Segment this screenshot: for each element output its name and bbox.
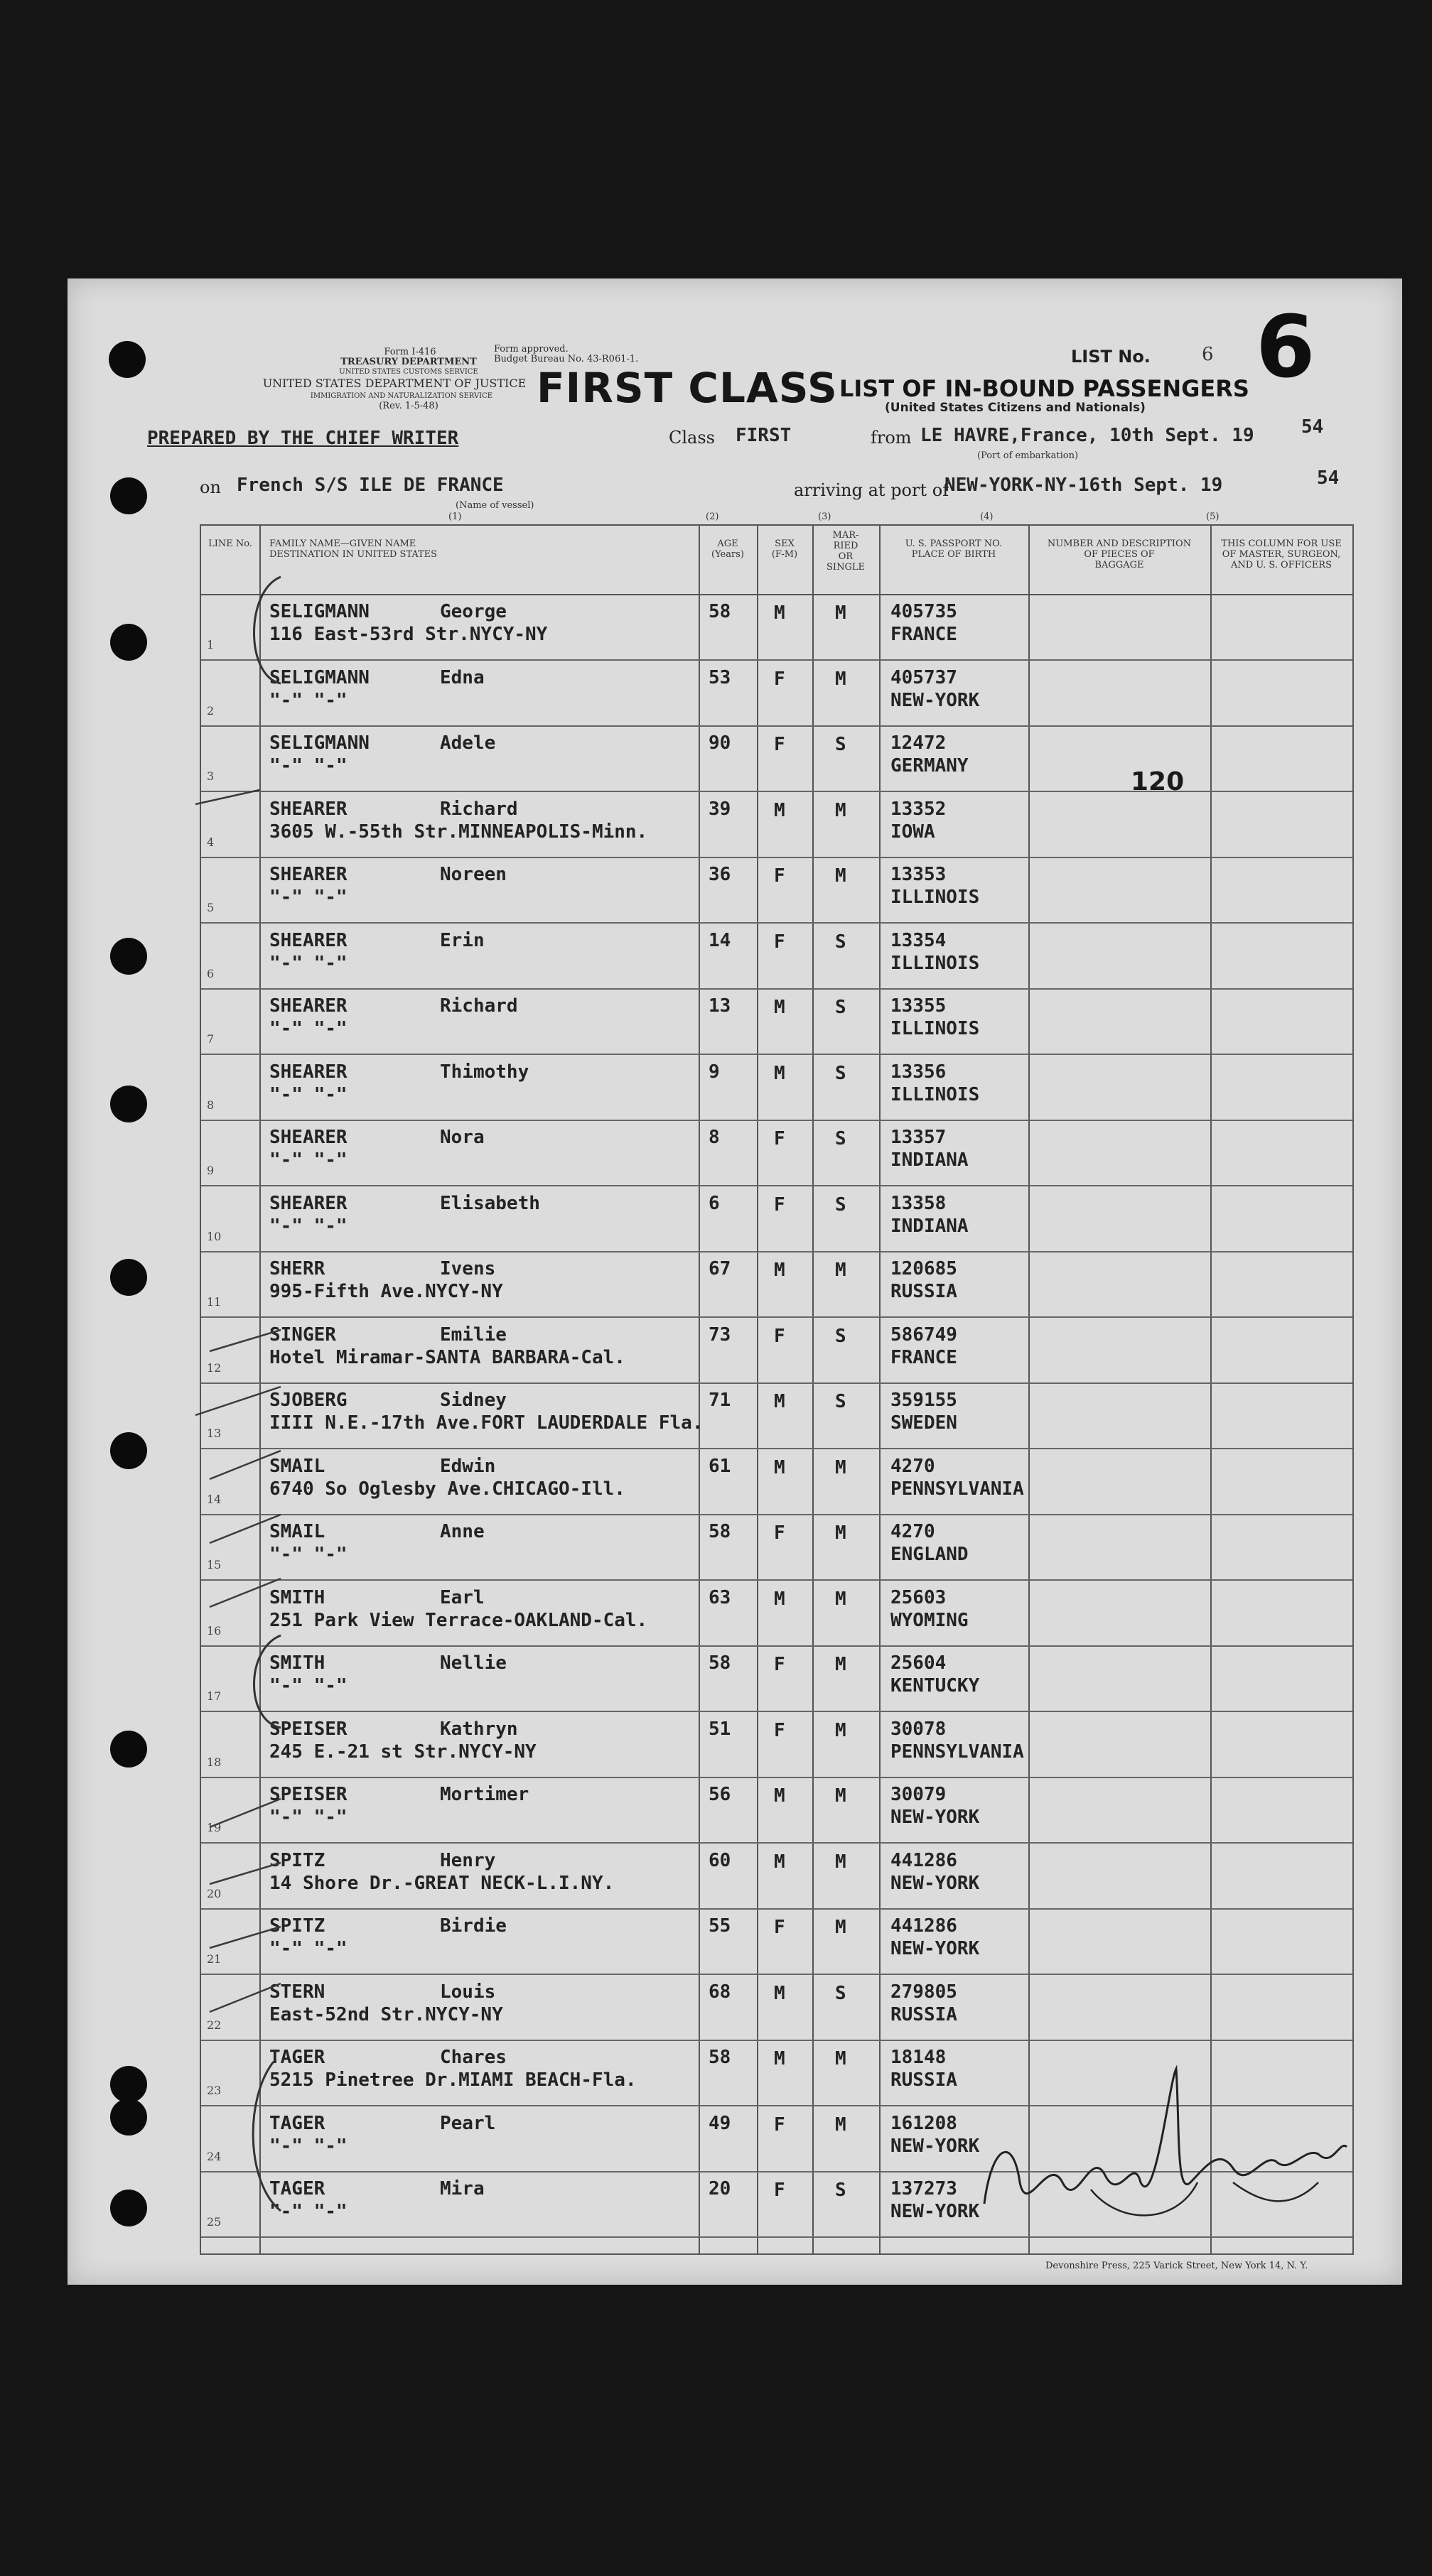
given-name: Ivens	[440, 1258, 496, 1279]
given-name: Birdie	[440, 1915, 507, 1937]
given-name: Richard	[440, 798, 518, 820]
passport-no: 13357	[890, 1127, 947, 1148]
from-label: from	[871, 428, 912, 448]
passport-no: 13354	[890, 929, 947, 951]
line-number: 13	[207, 1427, 222, 1440]
age: 60	[709, 1849, 731, 1871]
place-of-birth: INDIANA	[890, 1149, 969, 1171]
marital-status: M	[835, 1851, 846, 1873]
place-of-birth: NEW-YORK	[890, 1872, 980, 1894]
place-of-birth: ILLINOIS	[890, 952, 980, 974]
place-of-birth: PENNSYLVANIA	[890, 1478, 1024, 1500]
passport-no: 12472	[890, 732, 947, 754]
marital-status: M	[835, 1522, 846, 1544]
age: 73	[709, 1324, 731, 1346]
place-of-birth: NEW-YORK	[890, 2135, 980, 2157]
sex: F	[774, 734, 785, 755]
family-name: SPEISER	[269, 1784, 348, 1805]
sex: M	[774, 1391, 785, 1412]
sex: M	[774, 1456, 785, 1478]
line-number: 4	[207, 835, 215, 849]
passport-no: 405735	[890, 601, 957, 622]
passport-no: 441286	[890, 1849, 957, 1871]
marital-status: M	[835, 799, 846, 821]
age: 36	[709, 864, 731, 885]
list-subtitle: (United States Citizens and Nationals)	[885, 401, 1146, 415]
age: 39	[709, 798, 731, 820]
place-of-birth: NEW-YORK	[890, 1938, 980, 1959]
line-number: 10	[207, 1229, 222, 1243]
family-name: STERN	[269, 1981, 325, 2003]
given-name: Kathryn	[440, 1718, 518, 1740]
arrival-value: NEW-YORK-NY-16th Sept. 19	[944, 475, 1223, 496]
vessel-name: French S/S ILE DE FRANCE	[237, 475, 504, 496]
given-name: George	[440, 601, 507, 622]
marital-status: S	[835, 1982, 846, 2004]
marital-status: M	[835, 1719, 846, 1741]
marital-status: S	[835, 1128, 846, 1149]
place-of-birth: INDIANA	[890, 1215, 969, 1237]
class-label: Class	[669, 428, 715, 448]
destination: IIII N.E.-17th Ave.FORT LAUDERDALE Fla.	[269, 1412, 704, 1434]
passport-no: 161208	[890, 2112, 957, 2134]
col-num-3: (3)	[818, 512, 831, 522]
destination: "-" "-"	[269, 689, 348, 711]
col-married: MAR- RIED OR SINGLE	[827, 530, 865, 573]
sex: F	[774, 1654, 785, 1675]
col-num-5: (5)	[1206, 512, 1220, 522]
family-name: SHEARER	[269, 995, 348, 1017]
destination: "-" "-"	[269, 1938, 348, 1959]
age: 14	[709, 929, 731, 951]
page-number: 6	[1256, 298, 1315, 397]
destination: "-" "-"	[269, 1149, 348, 1171]
passport-no: 25604	[890, 1652, 947, 1674]
dept-treasury: TREASURY DEPARTMENT	[340, 357, 477, 367]
col-age: AGE (Years)	[711, 539, 744, 560]
col-num-2: (2)	[706, 512, 719, 522]
marital-status: S	[835, 734, 846, 755]
destination: "-" "-"	[269, 1215, 348, 1237]
line-number: 11	[207, 1295, 222, 1309]
passport-no: 120685	[890, 1258, 957, 1279]
destination: "-" "-"	[269, 755, 348, 776]
given-name: Mortimer	[440, 1784, 529, 1805]
marital-status: M	[835, 668, 846, 690]
destination: 251 Park View Terrace-OAKLAND-Cal.	[269, 1609, 648, 1631]
sex: F	[774, 1522, 785, 1544]
age: 71	[709, 1390, 731, 1411]
line-number: 18	[207, 1755, 222, 1769]
passport-no: 279805	[890, 1981, 957, 2003]
place-of-birth: RUSSIA	[890, 1281, 957, 1302]
from-year: 54	[1301, 416, 1324, 438]
passport-no: 13356	[890, 1061, 947, 1083]
marital-status: M	[835, 2114, 846, 2136]
officer-note: 120	[1131, 767, 1185, 796]
family-name: SELIGMANN	[269, 601, 370, 622]
sex: F	[774, 931, 785, 953]
family-name: SHEARER	[269, 1061, 348, 1083]
family-name: SHEARER	[269, 1192, 348, 1214]
line-number: 8	[207, 1098, 215, 1112]
line-number: 16	[207, 1623, 222, 1638]
col-passport: U. S. PASSPORT NO. PLACE OF BIRTH	[905, 539, 1003, 560]
passport-no: 13355	[890, 995, 947, 1017]
dept-justice-sub: IMMIGRATION AND NATURALIZATION SERVICE	[310, 392, 493, 400]
given-name: Louis	[440, 1981, 496, 2003]
destination: "-" "-"	[269, 952, 348, 974]
sex: F	[774, 1719, 785, 1741]
line-number: 19	[207, 1821, 222, 1834]
age: 55	[709, 1915, 731, 1937]
line-number: 23	[207, 2084, 222, 2097]
col-officers: THIS COLUMN FOR USE OF MASTER, SURGEON, AND U. S. OFFICERS	[1221, 539, 1342, 570]
dept-treasury-sub: UNITED STATES CUSTOMS SERVICE	[339, 368, 478, 376]
destination: 14 Shore Dr.-GREAT NECK-L.I.NY.	[269, 1872, 615, 1894]
place-of-birth: WYOMING	[890, 1609, 969, 1631]
passport-no: 405737	[890, 666, 957, 688]
place-of-birth: SWEDEN	[890, 1412, 957, 1434]
destination: East-52nd Str.NYCY-NY	[269, 2003, 503, 2025]
age: 9	[709, 1061, 720, 1083]
sex: F	[774, 1128, 785, 1149]
marital-status: M	[835, 1785, 846, 1807]
col-num-1: (1)	[448, 512, 462, 522]
line-number: 7	[207, 1032, 215, 1046]
destination: 3605 W.-55th Str.MINNEAPOLIS-Minn.	[269, 821, 648, 843]
place-of-birth: PENNSYLVANIA	[890, 1741, 1024, 1763]
form-approved: Form approved.	[494, 344, 569, 355]
given-name: Noreen	[440, 864, 507, 885]
sex: M	[774, 1062, 785, 1084]
place-of-birth: NEW-YORK	[890, 2201, 980, 2222]
sex: M	[774, 799, 785, 821]
destination: "-" "-"	[269, 1083, 348, 1105]
passport-no: 586749	[890, 1324, 957, 1346]
line-number: 25	[207, 2215, 222, 2229]
family-name: SHERR	[269, 1258, 325, 1279]
destination: Hotel Miramar-SANTA BARBARA-Cal.	[269, 1346, 625, 1368]
passport-no: 13353	[890, 864, 947, 885]
line-number: 6	[207, 966, 215, 980]
age: 68	[709, 1981, 731, 2003]
family-name: SMITH	[269, 1652, 325, 1674]
age: 49	[709, 2112, 731, 2134]
col-sex: SEX (F-M)	[771, 539, 798, 560]
age: 67	[709, 1258, 731, 1279]
line-number: 9	[207, 1164, 215, 1177]
destination: 6740 So Oglesby Ave.CHICAGO-Ill.	[269, 1478, 625, 1500]
family-name: SHEARER	[269, 929, 348, 951]
given-name: Chares	[440, 2047, 507, 2068]
given-name: Edna	[440, 666, 485, 688]
marital-status: M	[835, 1260, 846, 1281]
family-name: SMAIL	[269, 1455, 325, 1477]
marital-status: S	[835, 1391, 846, 1412]
age: 58	[709, 601, 731, 622]
place-of-birth: ENGLAND	[890, 1544, 969, 1565]
family-name: SMITH	[269, 1586, 325, 1608]
line-number: 20	[207, 1886, 222, 1900]
place-of-birth: FRANCE	[890, 624, 957, 645]
passport-no: 18148	[890, 2047, 947, 2068]
place-of-birth: RUSSIA	[890, 2069, 957, 2091]
given-name: Adele	[440, 732, 496, 754]
age: 13	[709, 995, 731, 1017]
sex: F	[774, 1917, 785, 1938]
family-name: SHEARER	[269, 864, 348, 885]
destination: "-" "-"	[269, 2201, 348, 2222]
line-number: 5	[207, 901, 215, 914]
sex: M	[774, 1982, 785, 2004]
age: 90	[709, 732, 731, 754]
family-name: TAGER	[269, 2178, 325, 2199]
sex: M	[774, 2048, 785, 2069]
destination: "-" "-"	[269, 1675, 348, 1696]
place-of-birth: ILLINOIS	[890, 887, 980, 908]
marital-status: S	[835, 1062, 846, 1084]
inspector-signature	[963, 2040, 1361, 2239]
line-number: 24	[207, 2149, 222, 2163]
marital-status: M	[835, 1588, 846, 1610]
passport-no: 30079	[890, 1784, 947, 1805]
family-name: SHEARER	[269, 798, 348, 820]
age: 53	[709, 666, 731, 688]
given-name: Earl	[440, 1586, 485, 1608]
manifest-page	[68, 278, 1402, 2285]
line-number: 2	[207, 703, 215, 718]
passport-no: 359155	[890, 1390, 957, 1411]
col-num-4: (4)	[980, 512, 994, 522]
age: 51	[709, 1718, 731, 1740]
family-name: SELIGMANN	[269, 732, 370, 754]
given-name: Henry	[440, 1849, 496, 1871]
line-number: 22	[207, 2018, 222, 2032]
passport-no: 441286	[890, 1915, 957, 1937]
passport-no: 30078	[890, 1718, 947, 1740]
sex: F	[774, 1194, 785, 1216]
line-number: 3	[207, 769, 215, 783]
list-no-value: 6	[1202, 344, 1214, 365]
family-name: SINGER	[269, 1324, 336, 1346]
line-number: 17	[207, 1689, 222, 1703]
marital-status: S	[835, 931, 846, 953]
family-name: SJOBERG	[269, 1390, 348, 1411]
passport-no: 25603	[890, 1586, 947, 1608]
destination: "-" "-"	[269, 2135, 348, 2157]
passport-no: 13358	[890, 1192, 947, 1214]
family-name: SMAIL	[269, 1521, 325, 1542]
given-name: Anne	[440, 1521, 485, 1542]
sex: F	[774, 2180, 785, 2201]
vessel-caption: (Name of vessel)	[456, 500, 534, 511]
from-value: LE HAVRE,France, 10th Sept. 19	[920, 425, 1254, 446]
place-of-birth: KENTUCKY	[890, 1675, 980, 1696]
age: 58	[709, 2047, 731, 2068]
place-of-birth: NEW-YORK	[890, 689, 980, 711]
passport-no: 4270	[890, 1455, 935, 1477]
place-of-birth: RUSSIA	[890, 2003, 957, 2025]
age: 58	[709, 1652, 731, 1674]
sex: M	[774, 997, 785, 1018]
age: 63	[709, 1586, 731, 1608]
marital-status: M	[835, 2048, 846, 2069]
sex: F	[774, 1325, 785, 1347]
age: 6	[709, 1192, 720, 1214]
sex: F	[774, 2114, 785, 2136]
destination: "-" "-"	[269, 1544, 348, 1565]
place-of-birth: GERMANY	[890, 755, 969, 776]
family-name: SPITZ	[269, 1915, 325, 1937]
destination: 5215 Pinetree Dr.MIAMI BEACH-Fla.	[269, 2069, 637, 2091]
given-name: Pearl	[440, 2112, 496, 2134]
family-name: TAGER	[269, 2112, 325, 2134]
sex: M	[774, 1260, 785, 1281]
family-name: SPITZ	[269, 1849, 325, 1871]
given-name: Erin	[440, 929, 485, 951]
place-of-birth: IOWA	[890, 821, 935, 843]
line-number: 1	[207, 638, 215, 651]
given-name: Emilie	[440, 1324, 507, 1346]
given-name: Thimothy	[440, 1061, 529, 1083]
prepared-by: PREPARED BY THE CHIEF WRITER	[147, 428, 459, 449]
destination: 995-Fifth Ave.NYCY-NY	[269, 1281, 503, 1302]
destination: 245 E.-21 st Str.NYCY-NY	[269, 1741, 537, 1763]
sex: M	[774, 602, 785, 624]
family-name: SPEISER	[269, 1718, 348, 1740]
marital-status: M	[835, 1654, 846, 1675]
given-name: Edwin	[440, 1455, 496, 1477]
passport-no: 4270	[890, 1521, 935, 1542]
dept-justice: UNITED STATES DEPARTMENT OF JUSTICE	[262, 377, 527, 390]
marital-status: M	[835, 602, 846, 624]
place-of-birth: NEW-YORK	[890, 1807, 980, 1828]
sex: M	[774, 1851, 785, 1873]
marital-status: M	[835, 865, 846, 887]
given-name: Sidney	[440, 1390, 507, 1411]
col-line-no: LINE No.	[208, 539, 252, 549]
destination: 116 East-53rd Str.NYCY-NY	[269, 624, 548, 645]
line-number: 12	[207, 1360, 222, 1375]
sex: M	[774, 1785, 785, 1807]
line-number: 14	[207, 1492, 222, 1506]
family-name: TAGER	[269, 2047, 325, 2068]
form-number: Form I-416	[384, 347, 436, 357]
annotation-marks	[68, 278, 1402, 2285]
passport-no: 13352	[890, 798, 947, 820]
place-of-birth: ILLINOIS	[890, 1018, 980, 1039]
given-name: Richard	[440, 995, 518, 1017]
destination: "-" "-"	[269, 887, 348, 908]
given-name: Nora	[440, 1127, 485, 1148]
marital-status: S	[835, 1325, 846, 1347]
age: 8	[709, 1127, 720, 1148]
destination: "-" "-"	[269, 1018, 348, 1039]
col-name: FAMILY NAME—GIVEN NAME DESTINATION IN UNITED STATES	[269, 539, 438, 560]
marital-status: M	[835, 1917, 846, 1938]
given-name: Elisabeth	[440, 1192, 540, 1214]
marital-status: S	[835, 997, 846, 1018]
age: 56	[709, 1784, 731, 1805]
family-name: SHEARER	[269, 1127, 348, 1148]
sex: M	[774, 1588, 785, 1610]
arriving-label: arriving at port of	[794, 480, 949, 500]
age: 20	[709, 2178, 731, 2199]
marital-status: S	[835, 2180, 846, 2201]
first-class-title: FIRST CLASS	[537, 364, 838, 412]
age: 58	[709, 1521, 731, 1542]
line-number: 15	[207, 1558, 222, 1571]
destination: "-" "-"	[269, 1807, 348, 1828]
line-number: 21	[207, 1952, 222, 1966]
rev-date: (Rev. 1-5-48)	[379, 401, 438, 411]
place-of-birth: FRANCE	[890, 1346, 957, 1368]
arrival-year: 54	[1317, 467, 1340, 489]
age: 61	[709, 1455, 731, 1477]
printer-imprint: Devonshire Press, 225 Varick Street, New York 14, N. Y.	[1045, 2261, 1308, 2271]
list-no-label: LIST No.	[1071, 347, 1151, 367]
sex: F	[774, 668, 785, 690]
class-value: FIRST	[736, 425, 792, 446]
sex: F	[774, 865, 785, 887]
family-name: SELIGMANN	[269, 666, 370, 688]
on-label: on	[200, 477, 221, 497]
given-name: Nellie	[440, 1652, 507, 1674]
col-baggage: NUMBER AND DESCRIPTION OF PIECES OF BAGGAGE	[1047, 539, 1192, 570]
place-of-birth: ILLINOIS	[890, 1083, 980, 1105]
budget-bureau: Budget Bureau No. 43-R061-1.	[494, 354, 639, 364]
passport-no: 137273	[890, 2178, 957, 2199]
port-embark-caption: (Port of embarkation)	[977, 450, 1079, 461]
marital-status: M	[835, 1456, 846, 1478]
marital-status: S	[835, 1194, 846, 1216]
list-title: LIST OF IN-BOUND PASSENGERS	[839, 375, 1249, 402]
given-name: Mira	[440, 2178, 485, 2199]
